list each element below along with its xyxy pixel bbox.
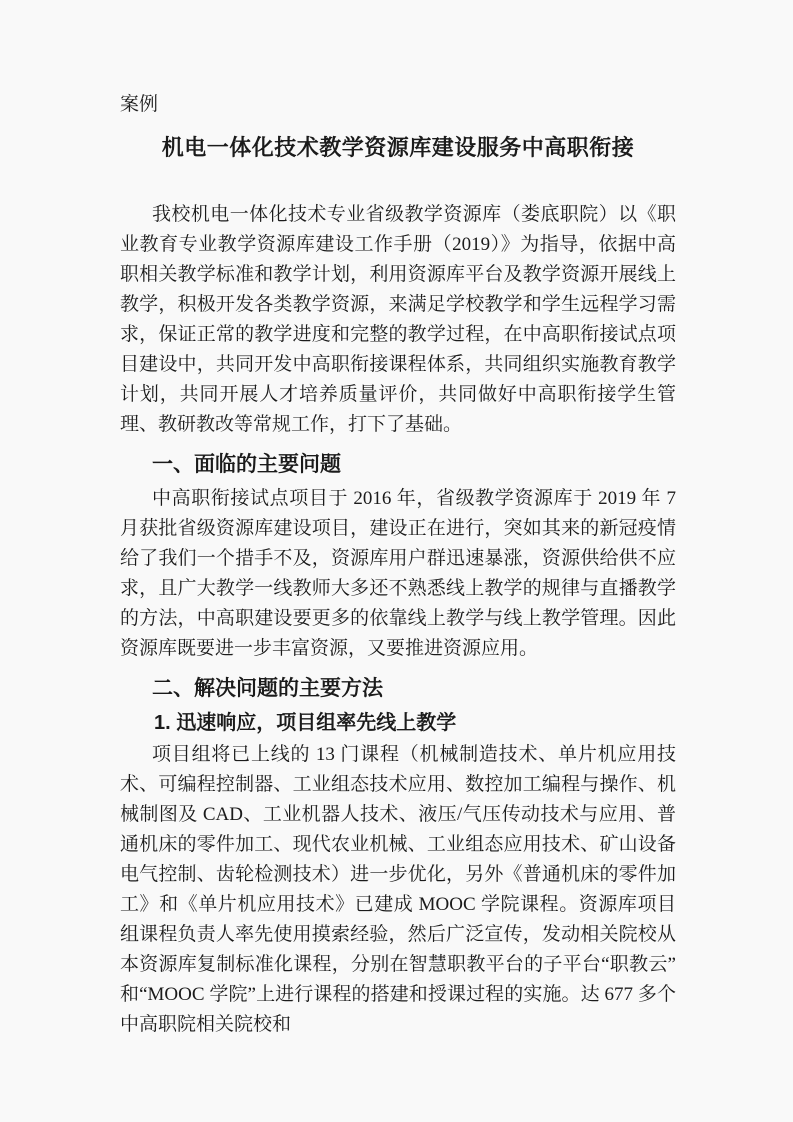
case-label: 案例 (120, 94, 159, 115)
problems-paragraph: 中高职衔接试点项目于 2016 年，省级教学资源库于 2019 年 7 月获批省级资源库建设项目，建设正在进行，突如其来的新冠疫情给了我们一个措手不及，资源库用户群迅速暴涨，资源供给供不应求，且广大教学一线教师大多还不熟悉线上教学的规律与直播教学的方法，中高职建设要更多的依靠线上教学与线上教学管理。因此资源库既要进一步丰富资源，又要推进资源应用。 (120, 488, 676, 659)
document-title: 机电一体化技术教学资源库建设服务中高职衔接 (161, 135, 635, 160)
subsection-heading-rapid-response: 1. 迅速响应，项目组率先线上教学 (154, 712, 457, 734)
rapid-response-paragraph: 项目组将已上线的 13 门课程（机械制造技术、单片机应用技术、可编程控制器、工业组态技术应用、数控加工编程与操作、机械制图及 CAD、工业机器人技术、液压/气压传动技术与应用、普通机床的零件加工、现代农业机械、工业组态应用技术、矿山设备电气控制、齿轮检测技术）进一步优化，另外《普通机床的零件加工》和《单片机应用技术》已建成 MOOC 学院课程。资源库项目组课程负责人率先使用摸索经验，然后广泛宣传，发动相关院校从本资源库复制标准化课程，分别在智慧职教平台的子平台“职教云”和“MOOC 学院”上进行课程的搭建和授课过程的实施。达 677 多个中高职院相关院校和 (120, 744, 676, 1035)
section-heading-problems: 一、面临的主要问题 (152, 453, 341, 476)
section-heading-methods: 二、解决问题的主要方法 (152, 677, 383, 700)
intro-paragraph: 我校机电一体化技术专业省级教学资源库（娄底职院）以《职业教育专业教学资源库建设工作手册（2019）》为指导，依据中高职相关教学标准和教学计划，利用资源库平台及教学资源开展线上教学，积极开发各类教学资源，来满足学校教学和学生远程学习需求，保证正常的教学进度和完整的教学过程，在中高职衔接试点项目建设中，共同开发中高职衔接课程体系，共同组织实施教育教学计划，共同开展人才培养质量评价，共同做好中高职衔接学生管理、教研教改等常规工作，打下了基础。 (120, 204, 676, 435)
